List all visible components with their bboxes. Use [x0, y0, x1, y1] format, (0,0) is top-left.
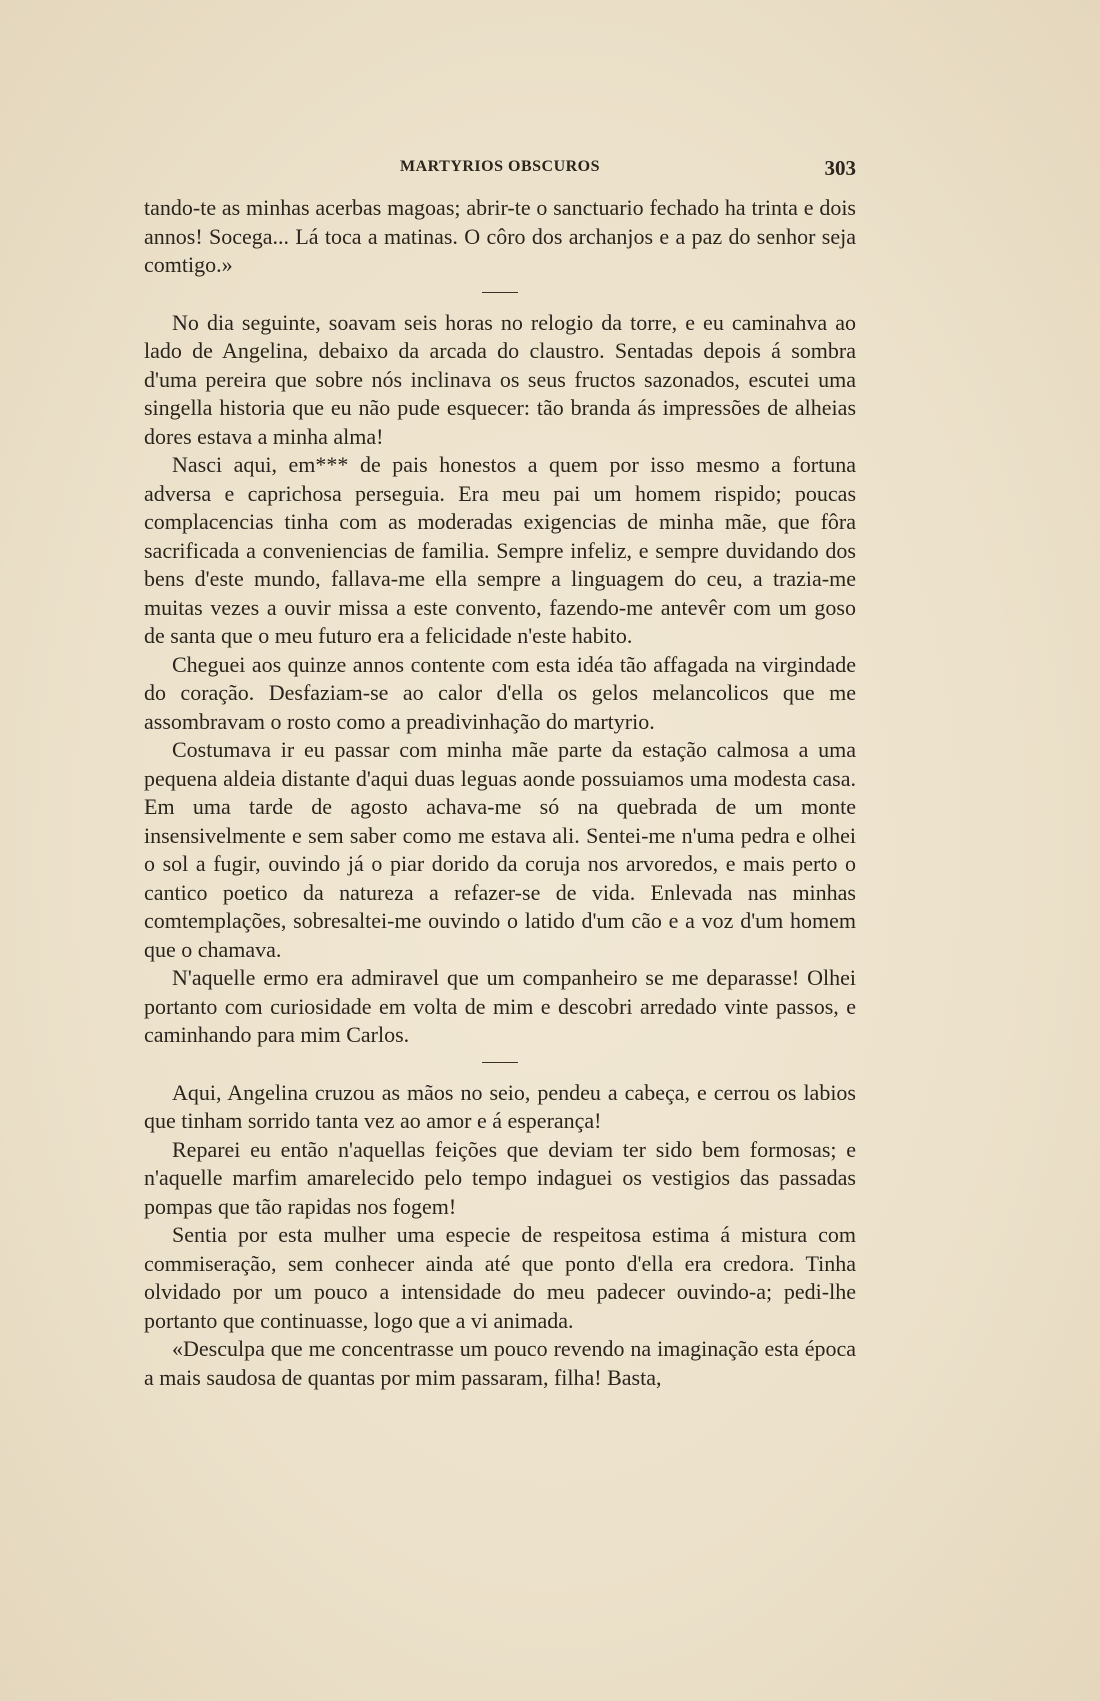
paragraph: Aqui, Angelina cruzou as mãos no seio, pendeu a cabeça, e cerrou os labios que tinham sorrido tanta vez ao amor e á esperança!	[144, 1079, 856, 1133]
page-header	[144, 156, 856, 180]
paragraph: tando-te as minhas acerbas magoas; abrir-te o sanctuario fechado ha trinta e dois annos! Socega... Lá toca a matinas. O côro dos archanjos e a paz do senhor seja comtigo.»	[144, 195, 856, 277]
page-number: 303	[824, 156, 856, 180]
paragraph: N'aquelle ermo era admiravel que um companheiro se me deparasse! Olhei portanto com curiosidade em volta de mim e descobri arredado vinte passos, e caminhando para mim Carlos.	[144, 965, 856, 1047]
paragraph: Nasci aqui, em*** de pais honestos a quem por isso mesmo a fortuna adversa e caprichosa perseguia. Era meu pai um homem rispido; poucas complacencias tinha com as moderadas exigencias de minha mãe, que fôra sacrificada a conveniencias de familia. Sempre infeliz, e sempre duvidando dos bens d'este mundo, fallava-me ella sempre a linguagem do ceu, a trazia-me muitas vezes a ouvir missa a este convento, fazendo-me antevêr com um goso de santa que o meu futuro era a felicidade n'este habito.	[144, 452, 856, 648]
paragraph: Sentia por esta mulher uma especie de respeitosa estima á mistura com commiseração, sem conhecer ainda até que ponto d'ella era credora. Tinha olvidado por um pouco a intensidade do meu padecer ouvindo-a; pedi-lhe portanto que continuasse, logo que a vi animada.	[144, 1222, 856, 1333]
paragraph: No dia seguinte, soavam seis horas no relogio da torre, e eu caminahva ao lado de Angelina, debaixo da arcada do claustro. Sentadas depois á sombra d'uma pereira que sobre nós inclinava os seus fructos sazonados, escutei uma singella historia que eu não pude esquecer: tão branda ás impressões de alheias dores estava a minha alma!	[144, 309, 856, 449]
paragraph: Cheguei aos quinze annos contente com esta idéa tão affagada na virgindade do coração. Desfaziam-se ao calor d'ella os gelos melancolicos que me assombravam o rosto como a preadivinhação do martyrio.	[144, 651, 856, 734]
body-text	[144, 194, 856, 1392]
running-title: MARTYRIOS OBSCUROS	[400, 158, 601, 175]
paragraph: Costumava ir eu passar com minha mãe parte da estação calmosa a uma pequena aldeia distante d'aqui duas leguas aonde possuiamos uma modesta casa. Em uma tarde de agosto achava-me só na quebrada de um monte insensivelmente e sem saber como me estava ali. Sentei-me n'uma pedra e olhei o sol a fugir, ouvindo já o piar dorido da coruja nos arvoredos, e mais perto o cantico poetico da natureza a refazer-se de vida. Enlevada nas minhas comtemplações, sobresaltei-me ouvindo o latido d'um cão e a voz d'um homem que o chamava.	[144, 737, 856, 962]
section-divider	[482, 292, 518, 293]
paragraph: «Desculpa que me concentrasse um pouco revendo na imaginação esta época a mais saudosa de quantas por mim passaram, filha! Basta,	[144, 1336, 856, 1390]
section-divider	[482, 1062, 518, 1063]
paragraph: Reparei eu então n'aquellas feições que deviam ter sido bem formosas; e n'aquelle marfim amarelecido pelo tempo indaguei os vestigios das passadas pompas que tão rapidas nos fogem!	[144, 1136, 856, 1219]
